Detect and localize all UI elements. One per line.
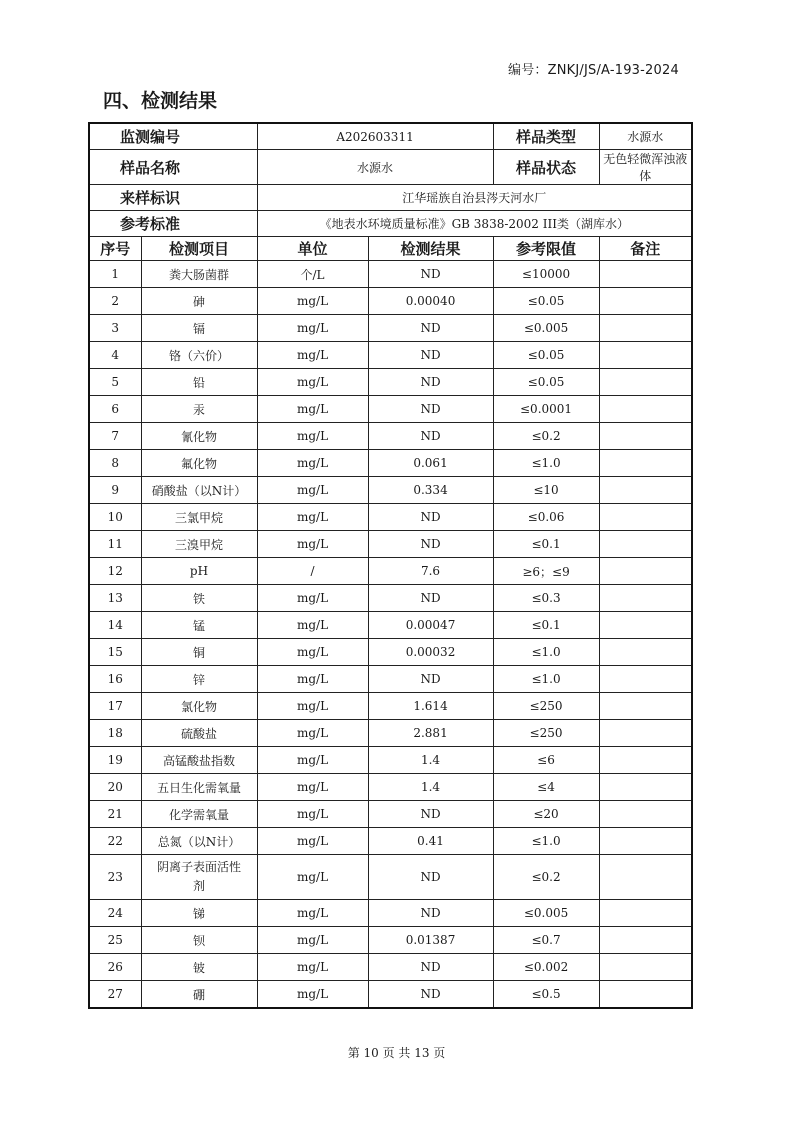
row-note [599, 747, 692, 774]
row-result: ND [368, 954, 493, 981]
row-note [599, 828, 692, 855]
column-header-row [89, 237, 692, 261]
row-result: 1.614 [368, 693, 493, 720]
row-note [599, 585, 692, 612]
row-unit: mg/L [257, 981, 368, 1009]
table-row [89, 855, 692, 900]
col-header-result: 检测结果 [368, 237, 493, 261]
row-no: 26 [89, 954, 141, 981]
row-limit: ≤1.0 [493, 828, 599, 855]
row-item: 硝酸盐（以N计） [141, 477, 257, 504]
row-no: 27 [89, 981, 141, 1009]
standard-label: 参考标准 [89, 211, 257, 237]
row-note [599, 504, 692, 531]
monitor-no-label: 监测编号 [89, 123, 257, 150]
row-item: 铬（六价） [141, 342, 257, 369]
row-item: pH [141, 558, 257, 585]
row-note [599, 693, 692, 720]
row-note [599, 288, 692, 315]
row-result: ND [368, 396, 493, 423]
sample-type-label: 样品类型 [493, 123, 599, 150]
row-unit: mg/L [257, 639, 368, 666]
table-row [89, 288, 692, 315]
table-row [89, 828, 692, 855]
row-item: 砷 [141, 288, 257, 315]
sample-type-value: 水源水 [599, 123, 692, 150]
row-limit: ≤0.0001 [493, 396, 599, 423]
row-result: 1.4 [368, 774, 493, 801]
row-unit: mg/L [257, 504, 368, 531]
row-limit: ≤20 [493, 801, 599, 828]
sample-state-label: 样品状态 [493, 150, 599, 185]
row-no: 15 [89, 639, 141, 666]
table-row [89, 900, 692, 927]
row-item: 氟化物 [141, 450, 257, 477]
row-no: 2 [89, 288, 141, 315]
row-item: 铜 [141, 639, 257, 666]
row-no: 25 [89, 927, 141, 954]
sample-name-value: 水源水 [257, 150, 493, 185]
row-limit: ≤250 [493, 693, 599, 720]
row-unit: mg/L [257, 693, 368, 720]
row-no: 16 [89, 666, 141, 693]
row-limit: ≤1.0 [493, 666, 599, 693]
row-result: ND [368, 342, 493, 369]
table-row [89, 612, 692, 639]
row-item: 铁 [141, 585, 257, 612]
row-note [599, 558, 692, 585]
row-note [599, 927, 692, 954]
table-row [89, 504, 692, 531]
row-no: 23 [89, 855, 141, 900]
row-item: 三溴甲烷 [141, 531, 257, 558]
row-limit: ≤0.05 [493, 288, 599, 315]
row-no: 8 [89, 450, 141, 477]
row-unit: mg/L [257, 450, 368, 477]
row-item: 五日生化需氧量 [141, 774, 257, 801]
row-unit: mg/L [257, 666, 368, 693]
row-note [599, 450, 692, 477]
row-limit: ≤4 [493, 774, 599, 801]
row-note [599, 900, 692, 927]
row-item: 化学需氧量 [141, 801, 257, 828]
row-unit: / [257, 558, 368, 585]
row-unit: mg/L [257, 315, 368, 342]
row-limit: ≤0.06 [493, 504, 599, 531]
row-item: 阴离子表面活性剂 [141, 855, 257, 900]
section-title: 四、检测结果 [103, 90, 218, 112]
row-unit: mg/L [257, 720, 368, 747]
table-row [89, 531, 692, 558]
row-no: 9 [89, 477, 141, 504]
monitor-no-value: A202603311 [257, 123, 493, 150]
row-no: 19 [89, 747, 141, 774]
row-note [599, 855, 692, 900]
row-item: 硼 [141, 981, 257, 1009]
row-item: 粪大肠菌群 [141, 261, 257, 288]
row-limit: ≤1.0 [493, 450, 599, 477]
row-note [599, 261, 692, 288]
row-result: ND [368, 261, 493, 288]
row-result: ND [368, 369, 493, 396]
info-row-standard [89, 211, 692, 237]
row-limit: ≤10000 [493, 261, 599, 288]
sample-name-label: 样品名称 [89, 150, 257, 185]
data-rows [89, 261, 692, 1009]
row-limit: ≤10 [493, 477, 599, 504]
table-row [89, 423, 692, 450]
info-row-name [89, 150, 692, 185]
row-limit: ≤0.05 [493, 369, 599, 396]
table-row [89, 801, 692, 828]
origin-value: 江华瑶族自治县涔天河水厂 [257, 185, 692, 211]
row-limit: ≥6；≤9 [493, 558, 599, 585]
row-unit: mg/L [257, 585, 368, 612]
row-unit: mg/L [257, 423, 368, 450]
row-result: ND [368, 315, 493, 342]
row-note [599, 954, 692, 981]
table-row [89, 927, 692, 954]
row-note [599, 981, 692, 1009]
row-item: 锌 [141, 666, 257, 693]
table-row [89, 720, 692, 747]
row-result: 0.01387 [368, 927, 493, 954]
row-no: 17 [89, 693, 141, 720]
row-unit: 个/L [257, 261, 368, 288]
table-row [89, 450, 692, 477]
row-note [599, 612, 692, 639]
row-item: 铅 [141, 369, 257, 396]
col-header-unit: 单位 [257, 237, 368, 261]
row-unit: mg/L [257, 828, 368, 855]
row-limit: ≤0.005 [493, 315, 599, 342]
row-unit: mg/L [257, 774, 368, 801]
row-unit: mg/L [257, 288, 368, 315]
row-no: 1 [89, 261, 141, 288]
row-limit: ≤0.7 [493, 927, 599, 954]
table-row [89, 369, 692, 396]
row-limit: ≤1.0 [493, 639, 599, 666]
row-unit: mg/L [257, 927, 368, 954]
col-header-limit: 参考限值 [493, 237, 599, 261]
row-note [599, 666, 692, 693]
row-no: 13 [89, 585, 141, 612]
table-row [89, 558, 692, 585]
row-unit: mg/L [257, 900, 368, 927]
row-no: 12 [89, 558, 141, 585]
row-limit: ≤0.1 [493, 612, 599, 639]
table-row [89, 477, 692, 504]
row-result: ND [368, 423, 493, 450]
row-no: 24 [89, 900, 141, 927]
table-row [89, 693, 692, 720]
row-result: 0.00047 [368, 612, 493, 639]
document-number: 编号：ZNKJ/JS/A-193-2024 [508, 63, 679, 78]
row-result: 0.061 [368, 450, 493, 477]
row-unit: mg/L [257, 342, 368, 369]
row-no: 10 [89, 504, 141, 531]
row-unit: mg/L [257, 531, 368, 558]
standard-value: 《地表水环境质量标准》GB 3838-2002 III类（湖库水） [257, 211, 692, 237]
row-result: 0.41 [368, 828, 493, 855]
row-result: 0.00032 [368, 639, 493, 666]
row-no: 7 [89, 423, 141, 450]
row-item: 锑 [141, 900, 257, 927]
table-row [89, 774, 692, 801]
row-note [599, 369, 692, 396]
origin-label: 来样标识 [89, 185, 257, 211]
row-no: 5 [89, 369, 141, 396]
page-footer: 第 10 页 共 13 页 [347, 1046, 446, 1060]
row-result: ND [368, 531, 493, 558]
row-limit: ≤0.005 [493, 900, 599, 927]
table-row [89, 315, 692, 342]
table-row [89, 666, 692, 693]
row-note [599, 774, 692, 801]
row-item: 总氮（以N计） [141, 828, 257, 855]
results-table [88, 122, 693, 1009]
row-no: 20 [89, 774, 141, 801]
row-unit: mg/L [257, 801, 368, 828]
row-limit: ≤6 [493, 747, 599, 774]
row-note [599, 531, 692, 558]
row-unit: mg/L [257, 396, 368, 423]
row-item: 钡 [141, 927, 257, 954]
row-no: 18 [89, 720, 141, 747]
row-note [599, 423, 692, 450]
row-item: 汞 [141, 396, 257, 423]
row-limit: ≤250 [493, 720, 599, 747]
col-header-no: 序号 [89, 237, 141, 261]
table-row [89, 342, 692, 369]
row-limit: ≤0.2 [493, 855, 599, 900]
row-result: 0.00040 [368, 288, 493, 315]
info-row-monitor [89, 123, 692, 150]
row-note [599, 639, 692, 666]
row-no: 21 [89, 801, 141, 828]
row-item: 镉 [141, 315, 257, 342]
row-no: 11 [89, 531, 141, 558]
row-note [599, 477, 692, 504]
row-item: 高锰酸盐指数 [141, 747, 257, 774]
row-unit: mg/L [257, 855, 368, 900]
row-note [599, 720, 692, 747]
table-row [89, 585, 692, 612]
table-row [89, 639, 692, 666]
row-limit: ≤0.1 [493, 531, 599, 558]
row-note [599, 342, 692, 369]
row-unit: mg/L [257, 747, 368, 774]
row-result: ND [368, 981, 493, 1009]
info-row-origin [89, 185, 692, 211]
row-item: 氰化物 [141, 423, 257, 450]
row-result: ND [368, 585, 493, 612]
row-item: 锰 [141, 612, 257, 639]
col-header-note: 备注 [599, 237, 692, 261]
row-unit: mg/L [257, 369, 368, 396]
row-result: ND [368, 855, 493, 900]
row-limit: ≤0.05 [493, 342, 599, 369]
row-result: ND [368, 504, 493, 531]
row-result: ND [368, 900, 493, 927]
row-no: 4 [89, 342, 141, 369]
row-item: 氯化物 [141, 693, 257, 720]
row-unit: mg/L [257, 477, 368, 504]
row-result: ND [368, 666, 493, 693]
row-limit: ≤0.5 [493, 981, 599, 1009]
row-item: 铍 [141, 954, 257, 981]
table-row [89, 954, 692, 981]
row-limit: ≤0.2 [493, 423, 599, 450]
row-note [599, 801, 692, 828]
row-result: 0.334 [368, 477, 493, 504]
row-note [599, 315, 692, 342]
row-unit: mg/L [257, 612, 368, 639]
sample-state-value: 无色轻微浑浊液体 [599, 150, 692, 185]
row-no: 14 [89, 612, 141, 639]
table-row [89, 981, 692, 1009]
row-note [599, 396, 692, 423]
row-result: 2.881 [368, 720, 493, 747]
row-no: 3 [89, 315, 141, 342]
row-item: 硫酸盐 [141, 720, 257, 747]
row-limit: ≤0.002 [493, 954, 599, 981]
row-result: 1.4 [368, 747, 493, 774]
table-row [89, 261, 692, 288]
row-no: 6 [89, 396, 141, 423]
row-no: 22 [89, 828, 141, 855]
col-header-item: 检测项目 [141, 237, 257, 261]
row-unit: mg/L [257, 954, 368, 981]
row-result: 7.6 [368, 558, 493, 585]
table-row [89, 396, 692, 423]
row-item: 三氯甲烷 [141, 504, 257, 531]
row-result: ND [368, 801, 493, 828]
row-limit: ≤0.3 [493, 585, 599, 612]
table-row [89, 747, 692, 774]
